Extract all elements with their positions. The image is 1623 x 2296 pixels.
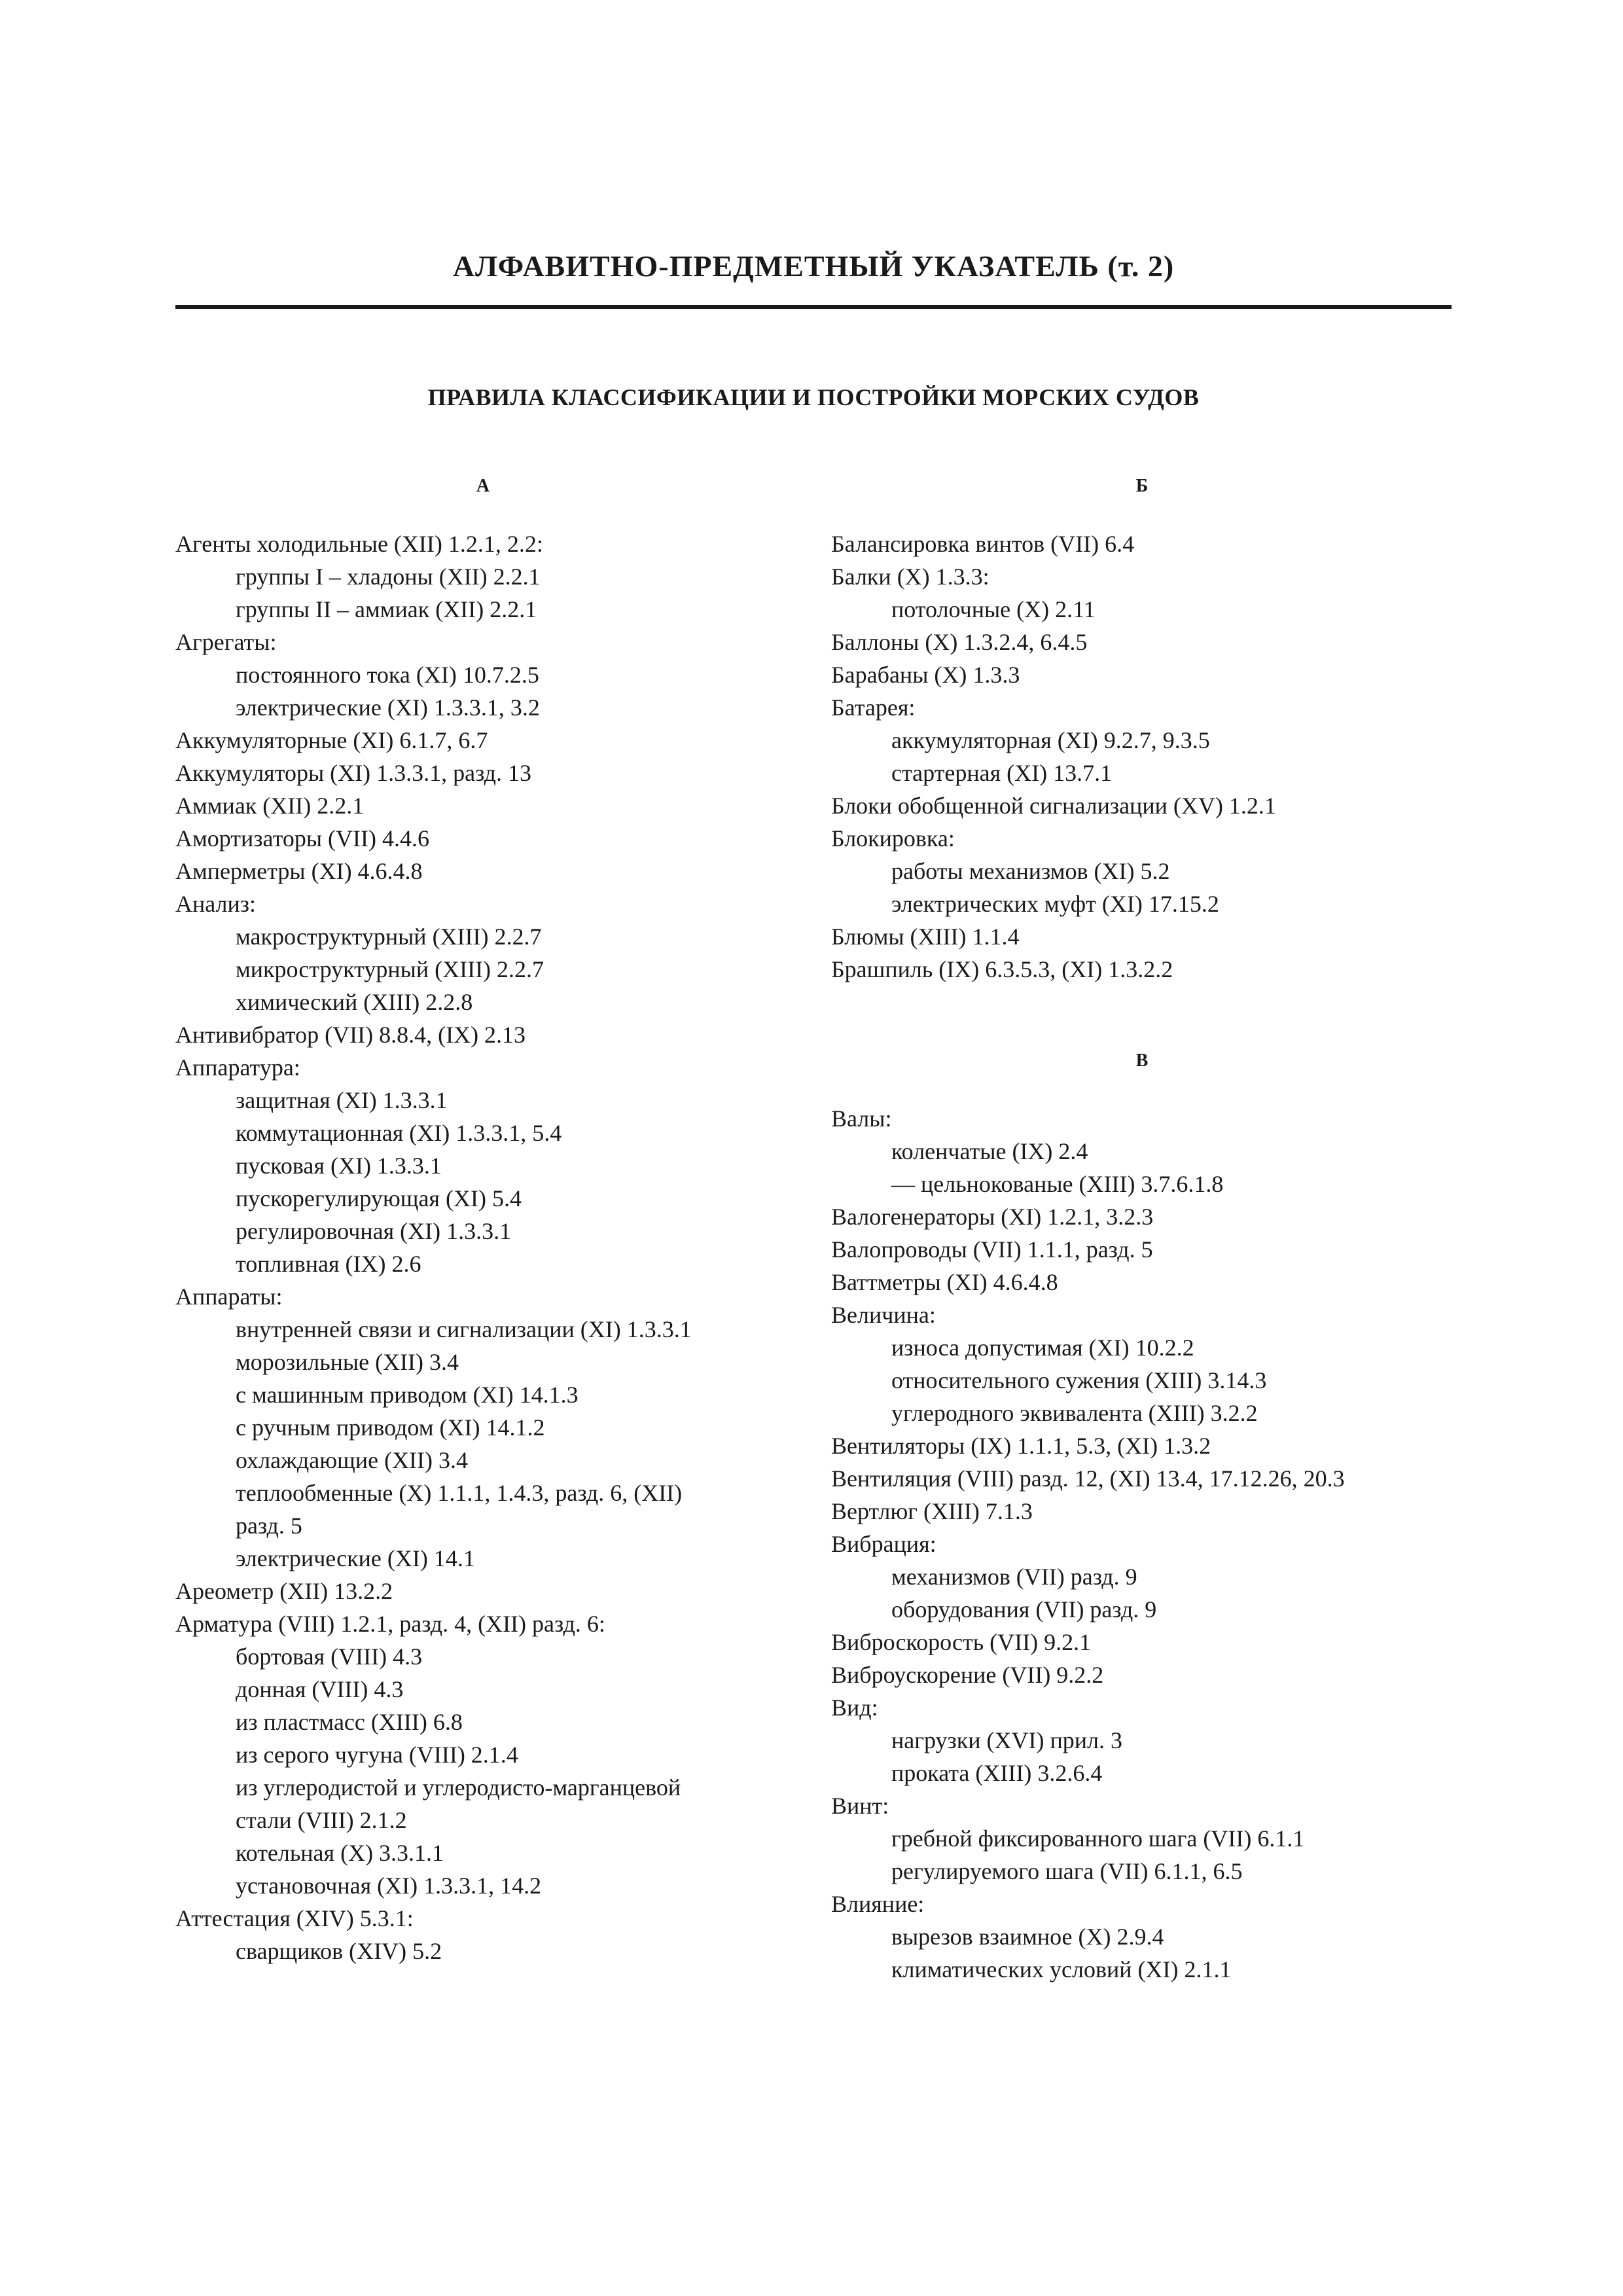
index-subentry: теплообменные (X) 1.1.1, 1.4.3, разд. 6, (XII) — [236, 1480, 683, 1506]
index-entry: Вертлюг (XIII) 7.1.3 — [831, 1498, 1033, 1524]
index-subentry: климатических условий (XI) 2.1.1 — [891, 1956, 1232, 1982]
index-subentry: химический (XIII) 2.2.8 — [236, 989, 473, 1015]
index-subentry: микроструктурный (XIII) 2.2.7 — [236, 956, 544, 982]
index-subentry: гребной фиксированного шага (VII) 6.1.1 — [891, 1825, 1305, 1852]
index-subentry: электрические (XI) 1.3.3.1, 3.2 — [236, 694, 540, 721]
index-entry: Агрегаты: — [175, 629, 277, 655]
index-subentry: группы I – хладоны (XII) 2.2.1 — [236, 564, 541, 590]
index-subentry: потолочные (X) 2.11 — [891, 596, 1096, 622]
index-subentry: защитная (XI) 1.3.3.1 — [236, 1087, 448, 1113]
index-subentry: донная (VIII) 4.3 — [236, 1676, 404, 1702]
page-subtitle: ПРАВИЛА КЛАССИФИКАЦИИ И ПОСТРОЙКИ МОРСКИХ СУДОВ — [427, 384, 1200, 410]
index-subentry: котельная (X) 3.3.1.1 — [236, 1840, 444, 1866]
index-entry: Валогенераторы (XI) 1.2.1, 3.2.3 — [831, 1204, 1154, 1230]
index-entry: Амперметры (XI) 4.6.4.8 — [175, 858, 423, 884]
index-entry: Брашпиль (IX) 6.3.5.3, (XI) 1.3.2.2 — [831, 956, 1173, 982]
index-entry: Блюмы (XIII) 1.1.4 — [831, 924, 1020, 950]
index-entry: Вентиляторы (IX) 1.1.1, 5.3, (XI) 1.3.2 — [831, 1433, 1211, 1459]
index-subentry: группы II – аммиак (XII) 2.2.1 — [236, 596, 537, 622]
title-rule — [175, 305, 1452, 309]
index-entry: Аттестация (XIV) 5.3.1: — [175, 1905, 414, 1931]
index-entry: Аккумуляторные (XI) 6.1.7, 6.7 — [175, 727, 488, 753]
index-entry: Арматура (VIII) 1.2.1, разд. 4, (XII) разд. 6: — [175, 1611, 605, 1637]
index-subentry: разд. 5 — [236, 1513, 302, 1539]
index-subentry: электрических муфт (XI) 17.15.2 — [891, 891, 1219, 917]
index-subentry: стали (VIII) 2.1.2 — [236, 1807, 407, 1833]
index-subentry: нагрузки (XVI) прил. 3 — [891, 1727, 1122, 1753]
index-entry: Балансировка винтов (VII) 6.4 — [831, 531, 1135, 557]
index-entry: Барабаны (X) 1.3.3 — [831, 662, 1020, 688]
index-subentry: сварщиков (XIV) 5.2 — [236, 1938, 442, 1964]
index-entry: Ваттметры (XI) 4.6.4.8 — [831, 1269, 1058, 1295]
index-subentry: регулируемого шага (VII) 6.1.1, 6.5 — [891, 1858, 1243, 1884]
index-subentry: вырезов взаимное (X) 2.9.4 — [891, 1924, 1164, 1950]
right-column — [831, 470, 1453, 1986]
index-entry: Блокировка: — [831, 825, 955, 852]
index-subentry: бортовая (VIII) 4.3 — [236, 1643, 423, 1670]
index-subentry: охлаждающие (XII) 3.4 — [236, 1447, 469, 1473]
index-entry: Виброскорость (VII) 9.2.1 — [831, 1629, 1092, 1655]
index-entry: Валопроводы (VII) 1.1.1, разд. 5 — [831, 1236, 1153, 1263]
index-entry: Амортизаторы (VII) 4.4.6 — [175, 825, 429, 852]
index-subentry: морозильные (XII) 3.4 — [236, 1349, 459, 1375]
index-subentry: топливная (IX) 2.6 — [236, 1251, 421, 1277]
index-subentry: из пластмасс (XIII) 6.8 — [236, 1709, 463, 1735]
index-subentry: электрические (XI) 14.1 — [236, 1545, 475, 1571]
index-subentry: пускорегулирующая (XI) 5.4 — [236, 1185, 522, 1211]
index-entry: Вид: — [831, 1695, 878, 1721]
index-subentry: относительного сужения (XIII) 3.14.3 — [891, 1367, 1267, 1393]
index-subentry: регулировочная (XI) 1.3.3.1 — [236, 1218, 512, 1244]
index-entry: Антивибратор (VII) 8.8.4, (IX) 2.13 — [175, 1022, 526, 1048]
left-column — [175, 470, 791, 1967]
index-subentry: постоянного тока (XI) 10.7.2.5 — [236, 662, 539, 688]
section-v-entries — [831, 1102, 1453, 1986]
page-title: АЛФАВИТНО-ПРЕДМЕТНЫЙ УКАЗАТЕЛЬ (т. 2) — [452, 249, 1175, 283]
index-entry: Баллоны (X) 1.3.2.4, 6.4.5 — [831, 629, 1088, 655]
index-subentry: механизмов (VII) разд. 9 — [891, 1564, 1137, 1590]
index-entry: Аммиак (XII) 2.2.1 — [175, 793, 365, 819]
index-subentry: коммутационная (XI) 1.3.3.1, 5.4 — [236, 1120, 562, 1146]
index-subentry: установочная (XI) 1.3.3.1, 14.2 — [236, 1873, 542, 1899]
section-a-entries — [175, 528, 791, 1967]
index-entry: Аппаратура: — [175, 1054, 300, 1081]
index-subentry: с машинным приводом (XI) 14.1.3 — [236, 1382, 579, 1408]
index-subentry: из углеродистой и углеродисто-марганцевой — [236, 1774, 681, 1801]
index-subentry: работы механизмов (XI) 5.2 — [891, 858, 1170, 884]
index-subentry: износа допустимая (XI) 10.2.2 — [891, 1335, 1194, 1361]
index-subentry: макроструктурный (XIII) 2.2.7 — [236, 924, 542, 950]
index-subentry: пусковая (XI) 1.3.3.1 — [236, 1153, 442, 1179]
index-entry: Блоки обобщенной сигнализации (XV) 1.2.1 — [831, 793, 1276, 819]
index-entry: Ареометр (XII) 13.2.2 — [175, 1578, 393, 1604]
index-subentry: с ручным приводом (XI) 14.1.2 — [236, 1414, 545, 1441]
section-letter-a: А — [476, 476, 490, 496]
index-entry: Балки (X) 1.3.3: — [831, 564, 990, 590]
index-entry: Влияние: — [831, 1891, 925, 1917]
index-entry: Валы: — [831, 1105, 892, 1132]
index-entry: Вибрация: — [831, 1531, 936, 1557]
index-subentry: проката (XIII) 3.2.6.4 — [891, 1760, 1103, 1786]
index-entry: Виброускорение (VII) 9.2.2 — [831, 1662, 1104, 1688]
index-subentry: стартерная (XI) 13.7.1 — [891, 760, 1113, 786]
index-entry: Величина: — [831, 1302, 936, 1328]
index-entry: Аккумуляторы (XI) 1.3.3.1, разд. 13 — [175, 760, 531, 786]
index-subentry: углеродного эквивалента (XIII) 3.2.2 — [891, 1400, 1258, 1426]
index-subentry: — цельнокованые (XIII) 3.7.6.1.8 — [891, 1171, 1224, 1197]
index-subentry: аккумуляторная (XI) 9.2.7, 9.3.5 — [891, 727, 1210, 753]
index-entry: Батарея: — [831, 694, 916, 721]
index-entry: Агенты холодильные (XII) 1.2.1, 2.2: — [175, 531, 543, 557]
index-subentry: внутренней связи и сигнализации (XI) 1.3.3.1 — [236, 1316, 692, 1342]
section-b-entries — [831, 528, 1453, 986]
section-letter-v: В — [1135, 1050, 1149, 1071]
index-subentry: оборудования (VII) разд. 9 — [891, 1596, 1157, 1623]
index-subentry: из серого чугуна (VIII) 2.1.4 — [236, 1742, 518, 1768]
index-entry: Анализ: — [175, 891, 257, 917]
index-entry: Винт: — [831, 1793, 889, 1819]
section-letter-b: Б — [1135, 476, 1149, 496]
index-entry: Вентиляция (VIII) разд. 12, (XI) 13.4, 17.12.26, 20.3 — [831, 1465, 1345, 1492]
index-entry: Аппараты: — [175, 1283, 283, 1310]
index-subentry: коленчатые (IX) 2.4 — [891, 1138, 1088, 1164]
